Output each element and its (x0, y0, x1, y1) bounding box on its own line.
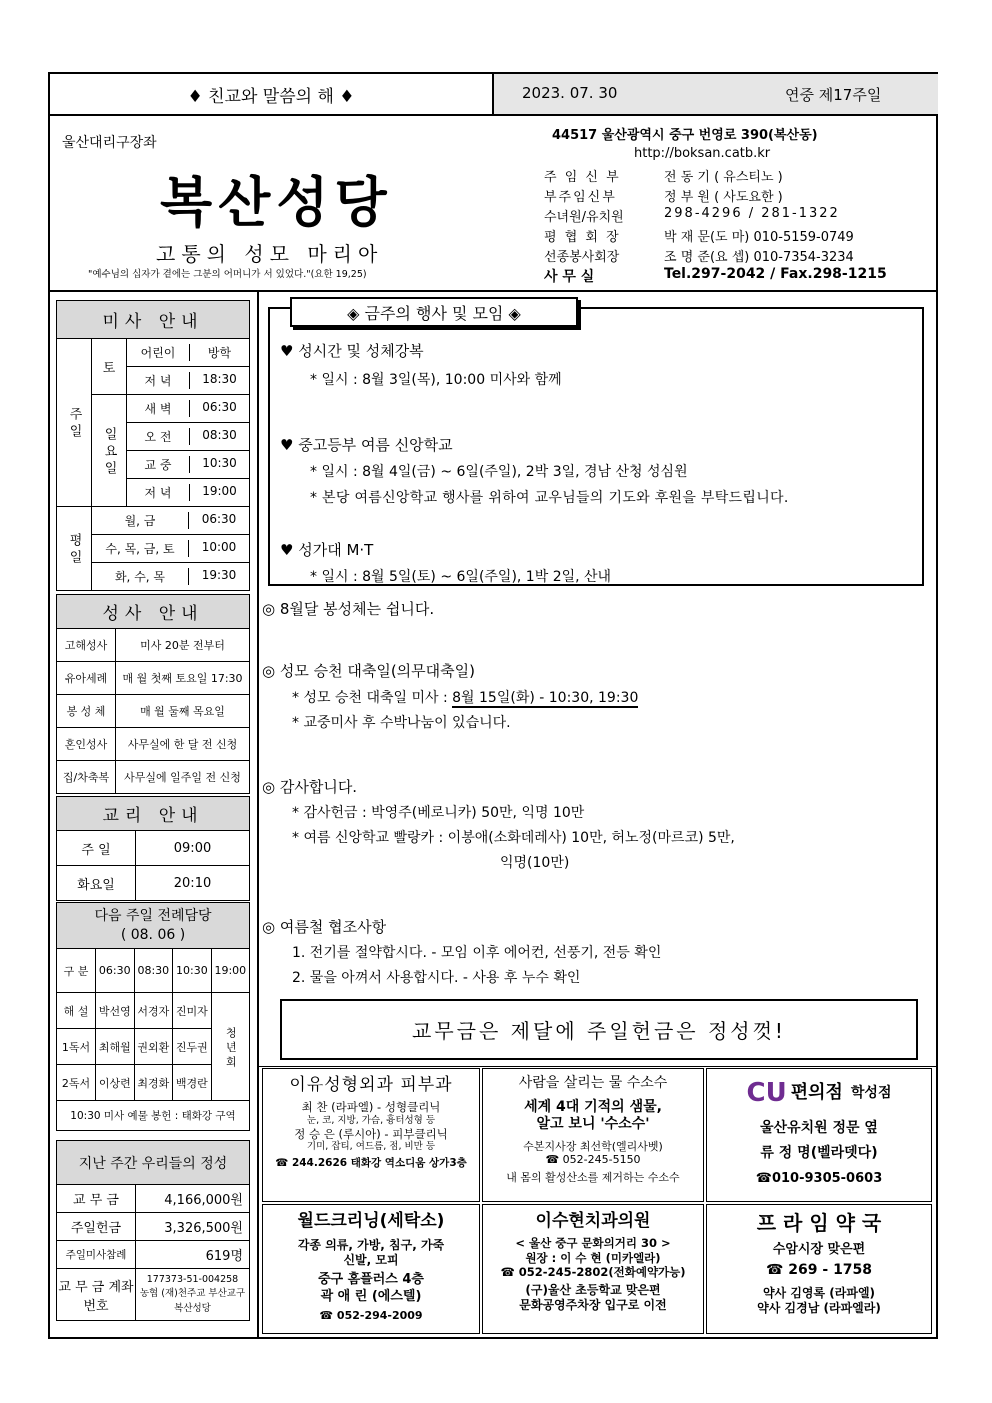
contact-row: 선종봉사회장 조 명 준(요 셉) 010-7354-3234 (544, 250, 854, 265)
contact-row: 부주임신부 정 부 원 ( 사도요한 ) (544, 190, 783, 205)
offering-value: 619명 (136, 1241, 250, 1269)
ad-line: 류 정 명(벨라뎃다) (760, 1145, 878, 1161)
liturgy-note: 10:30 미사 예물 봉헌 : 태화강 구역 (57, 1101, 250, 1131)
offering-name: 주일헌금 (57, 1213, 136, 1241)
ad-line: ☎ 244.2626 태화강 역소디움 상가3층 (275, 1156, 467, 1169)
event-item (280, 340, 916, 434)
notice-assumption-head: ◎ 성모 승천 대축일(의무대축일) (262, 662, 475, 680)
offering-name: 교 무 금 (57, 1185, 136, 1213)
ad-branch: 학성점 (850, 1084, 892, 1101)
bible-quote: "예수님의 십자가 곁에는 그분의 어머니가 서 있었다."(요한 19,25) (88, 269, 367, 280)
sacrament-name: 유아세례 (57, 662, 116, 695)
liturgy-head: 08:30 (134, 949, 173, 993)
events-list (280, 340, 916, 586)
notice-summer-head: ◎ 여름철 협조사항 (262, 918, 387, 936)
events-title: ◈ 금주의 행사 및 모임 ◈ (290, 297, 578, 327)
liturgy-person: 이상련 (96, 1065, 135, 1101)
mass-row: 저 녁 19:00 (127, 479, 250, 507)
sacrament-value: 매 월 첫째 토요일 17:30 (116, 662, 250, 695)
liturgy-person: 서경자 (134, 993, 173, 1029)
mass-row: 오 전 08:30 (127, 423, 250, 451)
sacrament-title: 성사 안내 (57, 595, 250, 629)
sacrament-value: 사무실에 일주일 전 신청 (116, 761, 250, 794)
sacrament-name: 혼인성사 (57, 728, 116, 761)
ad-line: 울산유치원 정문 옆 (760, 1119, 878, 1136)
sacrament-table (56, 594, 250, 794)
year-motto: ♦ 친교와 말씀의 해 ♦ (187, 86, 355, 107)
patron-name: 고통의 성모 마리아 (156, 242, 384, 266)
event-line: * 본당 여름신앙학교 행사를 위하여 교우님들의 기도와 후원을 부탁드립니다. (310, 490, 789, 506)
ad-line: 문화공영주차장 입구로 이전 (519, 1298, 667, 1313)
sacrament-name: 집/차축복 (57, 761, 116, 794)
doctrine-title: 교리 안내 (57, 797, 250, 831)
contact-row: 사 무 실 Tel.297-2042 / Fax.298-1215 (544, 266, 887, 285)
deanery-label: 울산대리구장좌 (62, 135, 157, 151)
liturgy-date: ( 08. 06 ) (120, 926, 186, 943)
assumption-label: * 성모 승천 대축일 미사 : (292, 690, 453, 706)
sacrament-value: 미사 20분 전부터 (116, 629, 250, 662)
ad-title: 이수현치과의원 (535, 1211, 651, 1231)
notice-summer-line: 2. 물을 아껴서 사용합시다. - 사용 후 누수 확인 (292, 970, 581, 986)
liturgy-role: 1독서 (57, 1029, 96, 1065)
doctrine-value: 09:00 (136, 831, 250, 866)
liturgy-person: 권외환 (134, 1029, 173, 1065)
liturgy-person: 백경란 (173, 1065, 212, 1101)
liturgy-table (56, 902, 250, 1131)
cu-logo: CU (746, 1078, 787, 1108)
ad-surgery (262, 1068, 480, 1202)
header-divider (50, 290, 936, 292)
ad-title: 프 라 임 약 국 (756, 1211, 882, 1235)
ad-hydrogen-water (482, 1068, 704, 1202)
ad-line: 각종 의류, 가방, 침구, 가죽 (297, 1238, 445, 1253)
mass-row: 화, 수, 목 19:30 (92, 563, 250, 591)
event-item (280, 539, 916, 586)
youth-group: 청 년 회 (211, 993, 249, 1101)
mass-row: 어린이 방학 (127, 339, 250, 367)
ad-line: 최 찬 (라파엘) - 성형클리닉 (301, 1100, 441, 1115)
liturgy-head: 구 분 (57, 949, 96, 993)
ad-line: ☎ 052-294-2009 (319, 1308, 423, 1322)
sacrament-name: 고해성사 (57, 629, 116, 662)
liturgy-person: 최경화 (134, 1065, 173, 1101)
account-label: 교 무 금 계좌번호 (57, 1269, 136, 1321)
offering-value: 4,166,000원 (136, 1185, 250, 1213)
event-head: ♥ 성가대 M·T (280, 541, 374, 559)
notice-thanks-line: * 여름 신앙학교 빨랑카 : 이봉애(소화데레사) 10만, 허노정(마르코) 5만, (292, 830, 735, 846)
ad-line: 세계 4대 기적의 샘물, (524, 1098, 662, 1115)
mass-row: 수, 목, 금, 토 10:00 (92, 535, 250, 563)
liturgy-role: 2독서 (57, 1065, 96, 1101)
liturgy-head: 10:30 (173, 949, 212, 993)
ad-line: 정 승 은 (루시아) - 피부클리닉 (294, 1126, 448, 1141)
doctrine-name: 주 일 (57, 831, 136, 866)
ad-line: ☎ 052-245-5150 (545, 1153, 641, 1167)
offering-value: 3,326,500원 (136, 1213, 250, 1241)
ad-line: ☎ 269 - 1758 (765, 1262, 873, 1279)
notice-communion: ◎ 8월달 봉성체는 쉽니다. (262, 600, 435, 618)
notice-thanks-line: 익명(10만) (500, 855, 570, 871)
notice-watermelon: * 교중미사 후 수박나눔이 있습니다. (292, 715, 511, 731)
ad-line: 내 몸의 활성산소를 제거하는 수소수 (506, 1171, 680, 1184)
ad-line: ☎010-9305-0603 (755, 1170, 883, 1186)
contact-row: 수녀원/유치원 298-4296 / 281-1322 (544, 206, 840, 225)
assumption-times: 8월 15일(화) - 10:30, 19:30 (452, 690, 639, 706)
notice-thanks-line: * 감사헌금 : 박영주(베로니카) 50만, 익명 10만 (292, 805, 585, 821)
ad-line: 중구 홈플러스 4층 (317, 1272, 424, 1288)
sunday-day-label: 일 요 일 (92, 395, 127, 507)
account-number: 177373-51-004258 (146, 1274, 239, 1286)
ad-line: 약사 김경남 (라파엘라) (757, 1300, 881, 1315)
slogan-box: 교무금은 제달에 주일헌금은 정성껏! (280, 999, 918, 1060)
mass-row: 교 중 10:30 (127, 451, 250, 479)
mass-row: 저 녁 18:30 (127, 367, 250, 395)
event-line: * 일시 : 8월 4일(금) ~ 6일(주일), 2박 3일, 경남 산청 성심원 (310, 464, 688, 480)
notice-summer-line: 1. 전기를 절약합시다. - 모임 이후 에어컨, 선풍기, 전등 확인 (292, 945, 662, 961)
church-url[interactable]: http://boksan.catb.kr (634, 146, 771, 161)
liturgy-role: 해 설 (57, 993, 96, 1029)
liturgy-title-cell (57, 903, 250, 949)
ad-line: 수암시장 맞은편 (772, 1242, 866, 1257)
mass-row: 새 벽 06:30 (127, 395, 250, 423)
liturgy-person: 진미자 (173, 993, 212, 1029)
notice-thanks-head: ◎ 감사합니다. (262, 778, 358, 796)
ad-line: 신발, 모피 (343, 1253, 399, 1268)
event-item (280, 434, 916, 539)
saturday-label: 토 (92, 339, 127, 395)
church-name: 복산성당 (160, 170, 393, 234)
mass-title: 미사 안내 (57, 301, 250, 339)
weekday-label: 평 일 (57, 507, 92, 591)
doctrine-value: 20:10 (136, 866, 250, 901)
ad-convenience-store (706, 1068, 932, 1202)
ad-line: 알고 보니 '수소수' (536, 1116, 650, 1132)
event-head: ♥ 중고등부 여름 신앙학교 (280, 436, 453, 454)
sunday-label: 주 일 (57, 339, 92, 507)
liturgy-person: 박선영 (96, 993, 135, 1029)
ad-line: (구)울산 초등학교 맞은편 (525, 1283, 661, 1298)
doctrine-table (56, 796, 250, 901)
contact-list (544, 166, 904, 286)
contact-row: 평 협 회 장 박 재 문(도 마) 010-5159-0749 (544, 230, 854, 245)
event-head: ♥ 성시간 및 성체강복 (280, 342, 424, 360)
ad-title: 이유성형외과 피부과 (289, 1075, 453, 1095)
liturgy-head: 06:30 (96, 949, 135, 993)
ad-title: 월드크리닝(세탁소) (297, 1211, 445, 1231)
column-divider (257, 292, 259, 1337)
account-cell (136, 1269, 250, 1321)
ad-line: ☎ 052-245-2802(전화예약가능) (500, 1265, 686, 1279)
liturgy-head: 19:00 (211, 949, 249, 993)
offering-table (56, 1140, 250, 1321)
ad-line: 원장 : 이 수 현 (미카엘라) (525, 1250, 661, 1265)
account-holder: 복산성당 (174, 1302, 211, 1314)
ads-divider (259, 1066, 936, 1067)
ad-title: 편의점 (790, 1082, 843, 1103)
mass-row: 월, 금 06:30 (92, 507, 250, 535)
offering-name: 주일미사참례 (57, 1241, 136, 1269)
event-line: * 일시 : 8월 5일(토) ~ 6일(주일), 1박 2일, 산내 (310, 569, 612, 585)
mass-table (56, 300, 250, 591)
notice-assumption-line (292, 687, 638, 707)
ad-line: 기미, 잡티, 여드름, 점, 비만 등 (306, 1140, 436, 1152)
liturgy-person: 최해월 (96, 1029, 135, 1065)
ad-line: < 울산 중구 문화의거리 30 > (515, 1236, 671, 1251)
ad-line: 곽 애 린 (에스텔) (320, 1288, 422, 1304)
sacrament-value: 매 월 둘째 목요일 (116, 695, 250, 728)
contact-row: 주 임 신 부 전 동 기 ( 유스티노 ) (544, 170, 783, 185)
liturgy-person: 진두권 (173, 1029, 212, 1065)
ad-title: 사람을 살리는 물 수소수 (518, 1075, 668, 1091)
church-address: 44517 울산광역시 중구 번영로 390(복산동) (552, 128, 818, 143)
account-bank: 농협 (재)천주교 부산교구 (139, 1288, 246, 1300)
sacrament-name: 봉 성 체 (57, 695, 116, 728)
offering-title: 지난 주간 우리들의 정성 (57, 1141, 250, 1185)
sacrament-value: 사무실에 한 달 전 신청 (116, 728, 250, 761)
ad-line: 약사 김영록 (라파엘) (762, 1285, 876, 1300)
ad-line: 눈, 코, 지방, 가슴, 흉터성형 등 (306, 1114, 436, 1126)
event-line: * 일시 : 8월 3일(목), 10:00 미사와 함께 (310, 372, 562, 388)
bulletin-date: 2023. 07. 30 (522, 84, 618, 102)
liturgical-week: 연중 제17주일 (785, 86, 882, 104)
liturgy-title: 다음 주일 전례담당 (94, 908, 212, 925)
doctrine-name: 화요일 (57, 866, 136, 901)
ad-dental (482, 1204, 704, 1334)
ad-pharmacy (706, 1204, 932, 1334)
cu-brand (707, 1077, 931, 1110)
ad-laundry (262, 1204, 480, 1334)
ad-line: 수본지사장 최선학(엘리사벳) (523, 1139, 663, 1153)
